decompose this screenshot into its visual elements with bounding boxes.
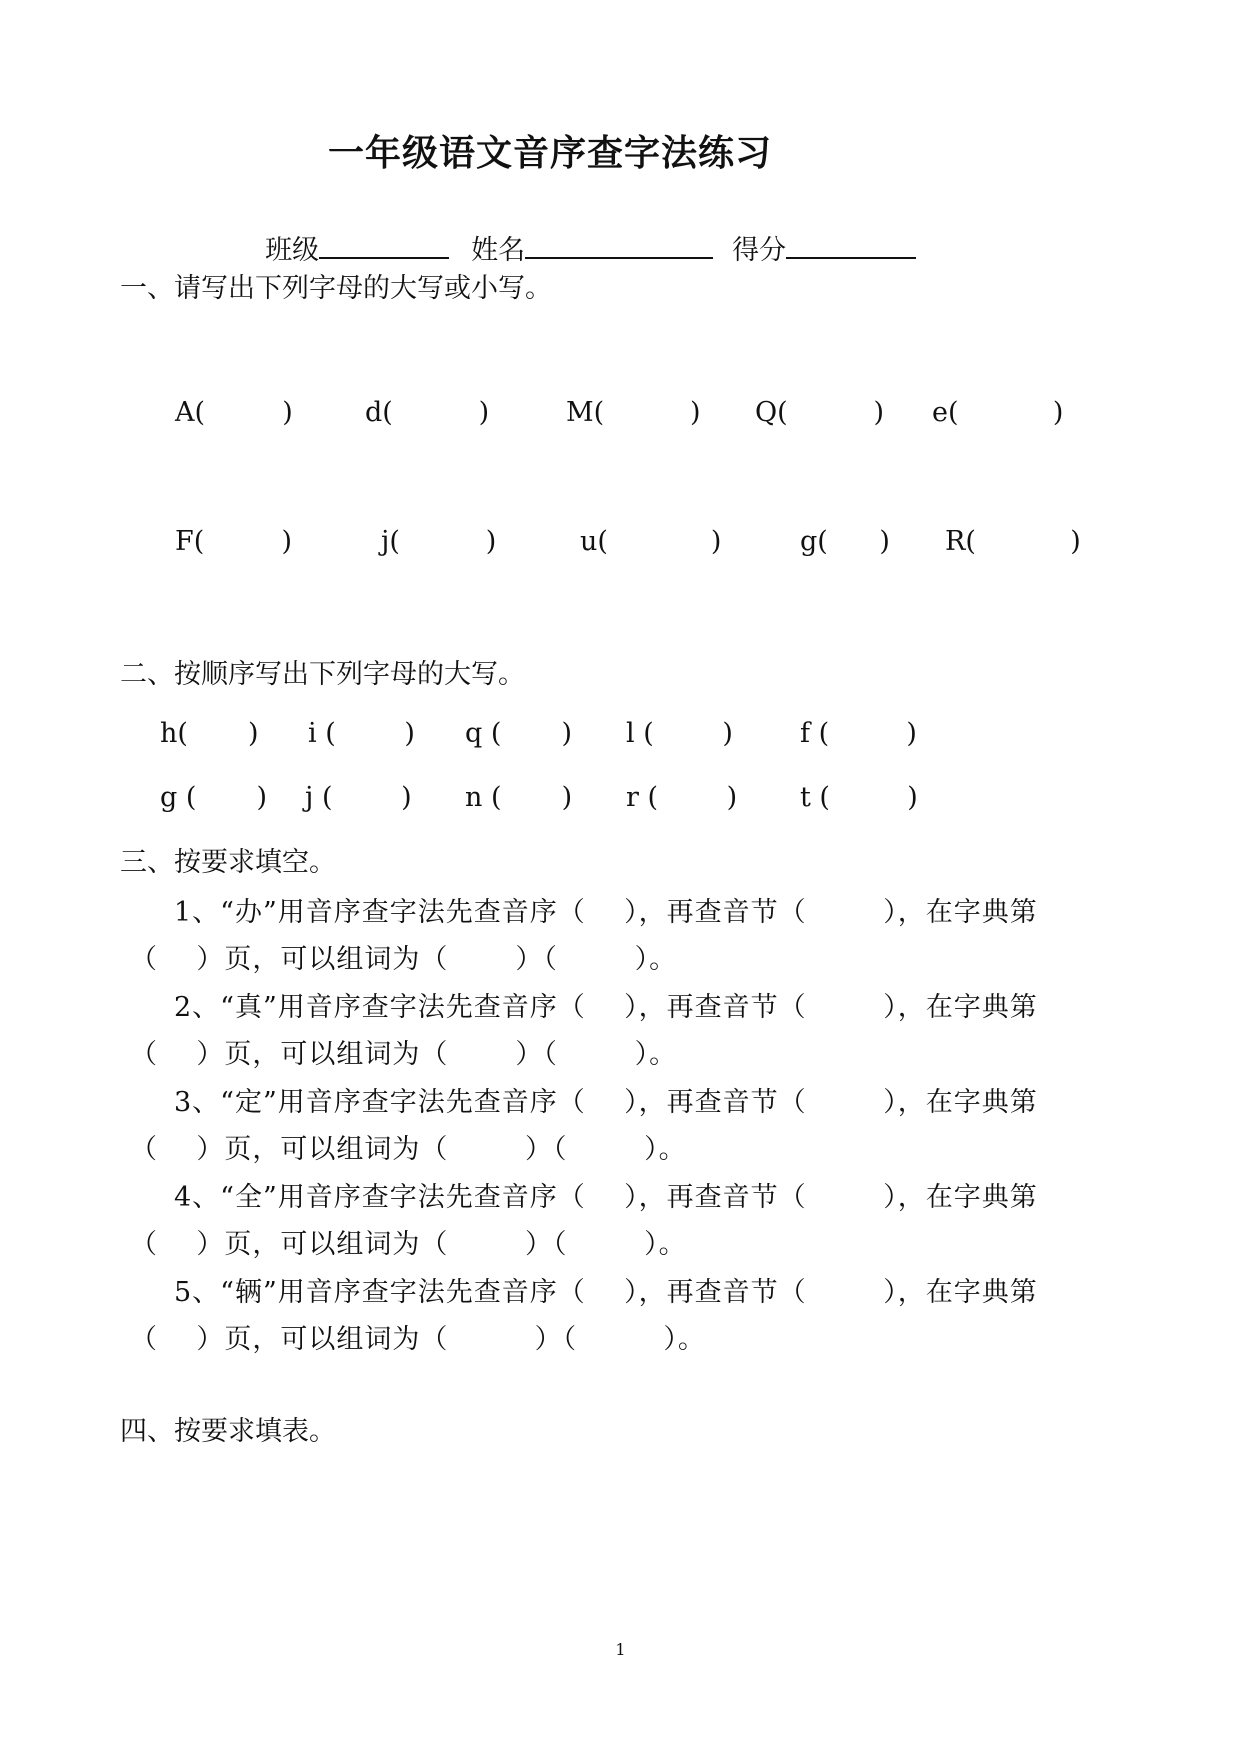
section-3-heading: 三、按要求填空。 xyxy=(120,847,336,878)
s3-item-line1[interactable]: 2、“真”用音序查字法先查音序（ ），再查音节（ ），在字典第 xyxy=(174,992,1038,1023)
s1-item[interactable]: M( ) xyxy=(566,397,701,428)
s3-item-line2[interactable]: （ ）页，可以组词为（ ）（ ）。 xyxy=(130,1324,706,1355)
s1-item[interactable]: d( ) xyxy=(365,397,490,428)
page-title: 一年级语文音序查字法练习 xyxy=(327,133,772,174)
s2-item[interactable]: i ( ) xyxy=(308,718,415,749)
s2-item[interactable]: t ( ) xyxy=(800,782,918,813)
s3-item-line2[interactable]: （ ）页，可以组词为（ ）（ ）。 xyxy=(130,1229,687,1260)
s1-item[interactable]: g( ) xyxy=(800,526,890,557)
s2-item[interactable]: n ( ) xyxy=(465,782,573,813)
section-4-heading: 四、按要求填表。 xyxy=(120,1416,336,1447)
section-2-heading: 二、按顺序写出下列字母的大写。 xyxy=(120,659,525,690)
s2-item[interactable]: r ( ) xyxy=(626,782,738,813)
s3-item-line2[interactable]: （ ）页，可以组词为（ ）（ ）。 xyxy=(130,1134,687,1165)
s3-item-line2[interactable]: （ ）页，可以组词为（ ）（ ）。 xyxy=(130,944,678,975)
s2-item[interactable]: g ( ) xyxy=(160,782,268,813)
s3-item-line1[interactable]: 1、“办”用音序查字法先查音序（ ），再查音节（ ），在字典第 xyxy=(174,897,1038,928)
class-blank[interactable] xyxy=(319,231,449,259)
s2-item[interactable]: q ( ) xyxy=(465,718,573,749)
score-field xyxy=(715,197,916,267)
s1-item[interactable]: F( ) xyxy=(175,526,293,557)
class-label: 班级 xyxy=(265,235,320,266)
section-1-heading: 一、请写出下列字母的大写或小写。 xyxy=(120,273,552,304)
s1-item[interactable]: Q( ) xyxy=(755,397,885,428)
s3-item-line1[interactable]: 3、“定”用音序查字法先查音序（ ），再查音节（ ），在字典第 xyxy=(174,1087,1038,1118)
class-field xyxy=(248,197,449,267)
s1-item[interactable]: A( ) xyxy=(175,397,293,428)
s1-item[interactable]: R( ) xyxy=(945,526,1081,557)
name-label: 姓名 xyxy=(471,235,526,266)
s2-item[interactable]: h( ) xyxy=(160,718,259,749)
s3-item-line1[interactable]: 4、“全”用音序查字法先查音序（ ），再查音节（ ），在字典第 xyxy=(174,1182,1038,1213)
score-blank[interactable] xyxy=(786,231,916,259)
s2-item[interactable]: j ( ) xyxy=(305,782,412,813)
name-blank[interactable] xyxy=(525,231,713,259)
s2-item[interactable]: f ( ) xyxy=(800,718,917,749)
s1-item[interactable]: u( ) xyxy=(580,526,722,557)
s2-item[interactable]: l ( ) xyxy=(626,718,733,749)
s3-item-line1[interactable]: 5、“辆”用音序查字法先查音序（ ），再查音节（ ），在字典第 xyxy=(174,1277,1038,1308)
s3-item-line2[interactable]: （ ）页，可以组词为（ ）（ ）。 xyxy=(130,1039,678,1070)
page-number: 1 xyxy=(615,1640,626,1659)
s1-item[interactable]: e( ) xyxy=(932,397,1064,428)
name-field xyxy=(454,197,713,267)
score-label: 得分 xyxy=(732,235,787,266)
s1-item[interactable]: j( ) xyxy=(381,526,497,557)
